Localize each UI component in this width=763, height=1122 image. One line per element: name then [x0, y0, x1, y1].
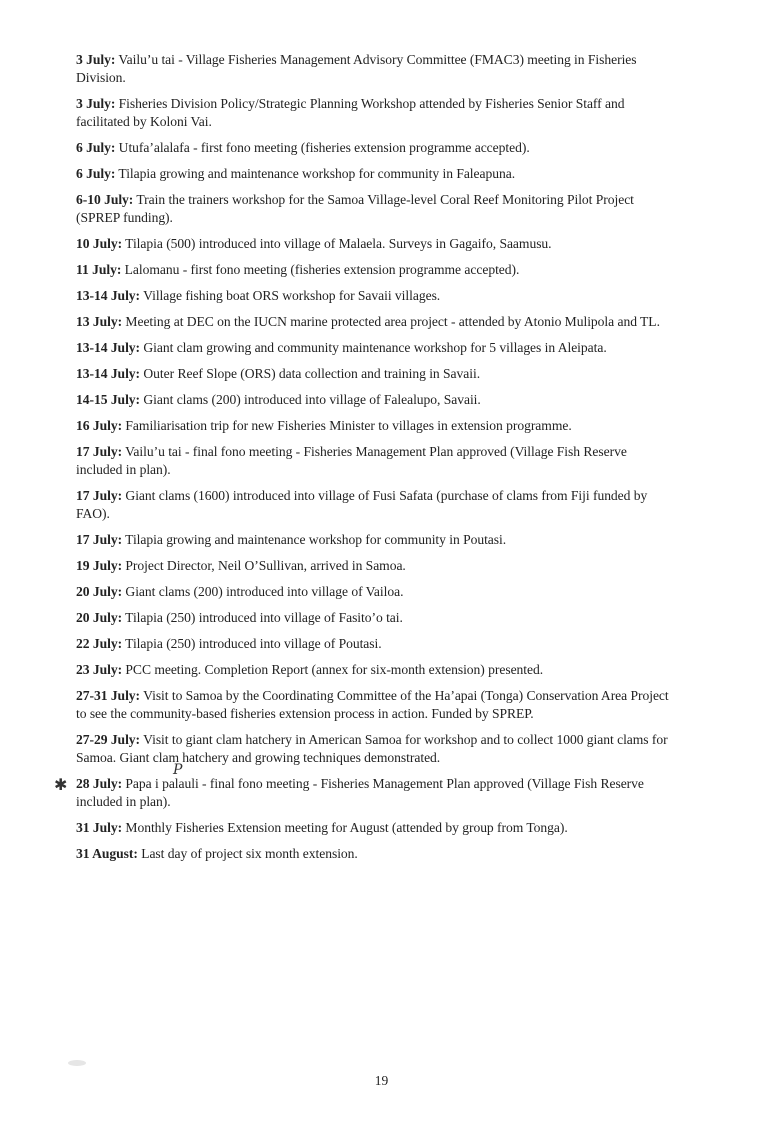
event-date: 13 July: — [76, 314, 123, 329]
event-date: 14-15 July: — [76, 392, 141, 407]
event-date: 20 July: — [76, 584, 123, 599]
event-description: Utufa’alalafa - first fono meeting (fisheries extension programme accepted). — [118, 140, 530, 155]
event-description: Last day of project six month extension. — [141, 846, 358, 861]
event-entry — [76, 609, 676, 627]
event-date: 13-14 July: — [76, 340, 141, 355]
event-entry — [76, 51, 676, 87]
event-description: Familiarisation trip for new Fisheries Minister to villages in extension programme. — [125, 418, 572, 433]
event-description: Meeting at DEC on the IUCN marine protected area project - attended by Atonio Mulipola and TL. — [125, 314, 660, 329]
event-description: Visit to giant clam hatchery in American Samoa for workshop and to collect 1000 giant clams for Samoa. Giant clam hatchery and growing techniques demonstrated. — [76, 732, 668, 765]
event-description: Tilapia (250) introduced into village of Fasito’o tai. — [125, 610, 403, 625]
event-date: 31 August: — [76, 846, 138, 861]
event-description: Vailu’u tai - final fono meeting - Fisheries Management Plan approved (Village Fish Reserve included in plan). — [76, 444, 627, 477]
page-number: 19 — [374, 1073, 389, 1088]
event-date: 17 July: — [76, 488, 123, 503]
event-date: 31 July: — [76, 820, 123, 835]
event-entry — [76, 635, 676, 653]
event-description: Tilapia (250) introduced into village of Poutasi. — [125, 636, 382, 651]
event-date: 16 July: — [76, 418, 123, 433]
event-date: 17 July: — [76, 532, 123, 547]
event-entry — [76, 261, 676, 279]
event-entry — [76, 443, 676, 479]
event-list — [54, 51, 676, 871]
event-date: 6 July: — [76, 140, 116, 155]
event-date: 23 July: — [76, 662, 123, 677]
event-date: 28 July: — [76, 776, 123, 791]
event-entry — [76, 139, 676, 157]
event-description: Giant clam growing and community maintenance workshop for 5 villages in Aleipata. — [143, 340, 607, 355]
handwritten-correction: P — [173, 762, 183, 778]
event-description: Outer Reef Slope (ORS) data collection and training in Savaii. — [143, 366, 481, 381]
event-entry — [76, 391, 676, 409]
event-entry — [76, 661, 676, 679]
event-description: Visit to Samoa by the Coordinating Committee of the Ha’apai (Tonga) Conservation Area Project to see the community-based fisheries extension process in action. Funded by SPREP. — [76, 688, 669, 721]
event-date: 20 July: — [76, 610, 123, 625]
event-description: Tilapia growing and maintenance workshop for community in Poutasi. — [125, 532, 507, 547]
event-entry — [76, 819, 676, 837]
event-entry — [76, 731, 676, 767]
scan-smudge — [68, 1060, 86, 1066]
event-date: 27-29 July: — [76, 732, 141, 747]
event-entry — [76, 235, 676, 253]
event-entry — [76, 313, 676, 331]
event-description: Project Director, Neil O’Sullivan, arrived in Samoa. — [125, 558, 406, 573]
event-entry — [76, 487, 676, 523]
event-description: Village fishing boat ORS workshop for Savaii villages. — [143, 288, 441, 303]
event-description: Tilapia growing and maintenance workshop for community in Faleapuna. — [118, 166, 516, 181]
event-entry — [76, 339, 676, 357]
event-date: 3 July: — [76, 52, 116, 67]
event-description: Tilapia (500) introduced into village of Malaela. Surveys in Gagaifo, Saamusu. — [125, 236, 552, 251]
event-entry — [76, 165, 676, 183]
event-entry — [76, 583, 676, 601]
event-date: 13-14 July: — [76, 366, 141, 381]
event-description: Giant clams (200) introduced into village of Falealupo, Savaii. — [143, 392, 481, 407]
event-description: Fisheries Division Policy/Strategic Planning Workshop attended by Fisheries Senior Staff and facilitated by Koloni Vai. — [76, 96, 625, 129]
event-date: 22 July: — [76, 636, 123, 651]
event-date: 10 July: — [76, 236, 123, 251]
event-date: 19 July: — [76, 558, 123, 573]
event-entry — [76, 287, 676, 305]
event-description: PCC meeting. Completion Report (annex for six-month extension) presented. — [125, 662, 544, 677]
event-entry — [76, 365, 676, 383]
event-entry — [76, 845, 676, 863]
margin-star-icon: ✱ — [54, 775, 68, 794]
event-description: Papa i palauli - final fono meeting - Fisheries Management Plan approved (Village Fish Reserve included in plan). — [76, 776, 644, 809]
event-date: 27-31 July: — [76, 688, 141, 703]
event-entry — [76, 557, 676, 575]
event-entry — [76, 417, 676, 435]
event-description: Giant clams (200) introduced into village of Vailoa. — [125, 584, 404, 599]
event-description: Vailu’u tai - Village Fisheries Management Advisory Committee (FMAC3) meeting in Fisheries Division. — [76, 52, 637, 85]
event-date: 6-10 July: — [76, 192, 134, 207]
event-entry — [76, 531, 676, 549]
event-entry — [54, 762, 676, 811]
event-description: Giant clams (1600) introduced into village of Fusi Safata (purchase of clams from Fiji funded by FAO). — [76, 488, 648, 521]
event-date: 17 July: — [76, 444, 123, 459]
event-date: 11 July: — [76, 262, 122, 277]
event-entry — [76, 95, 676, 131]
event-date: 6 July: — [76, 166, 116, 181]
event-entry — [76, 191, 676, 227]
event-description: Monthly Fisheries Extension meeting for August (attended by group from Tonga). — [125, 820, 568, 835]
event-date: 3 July: — [76, 96, 116, 111]
event-date: 13-14 July: — [76, 288, 141, 303]
event-entry — [76, 687, 676, 723]
event-description: Train the trainers workshop for the Samoa Village-level Coral Reef Monitoring Pilot Project (SPREP funding). — [76, 192, 634, 225]
event-description: Lalomanu - first fono meeting (fisheries extension programme accepted). — [124, 262, 520, 277]
